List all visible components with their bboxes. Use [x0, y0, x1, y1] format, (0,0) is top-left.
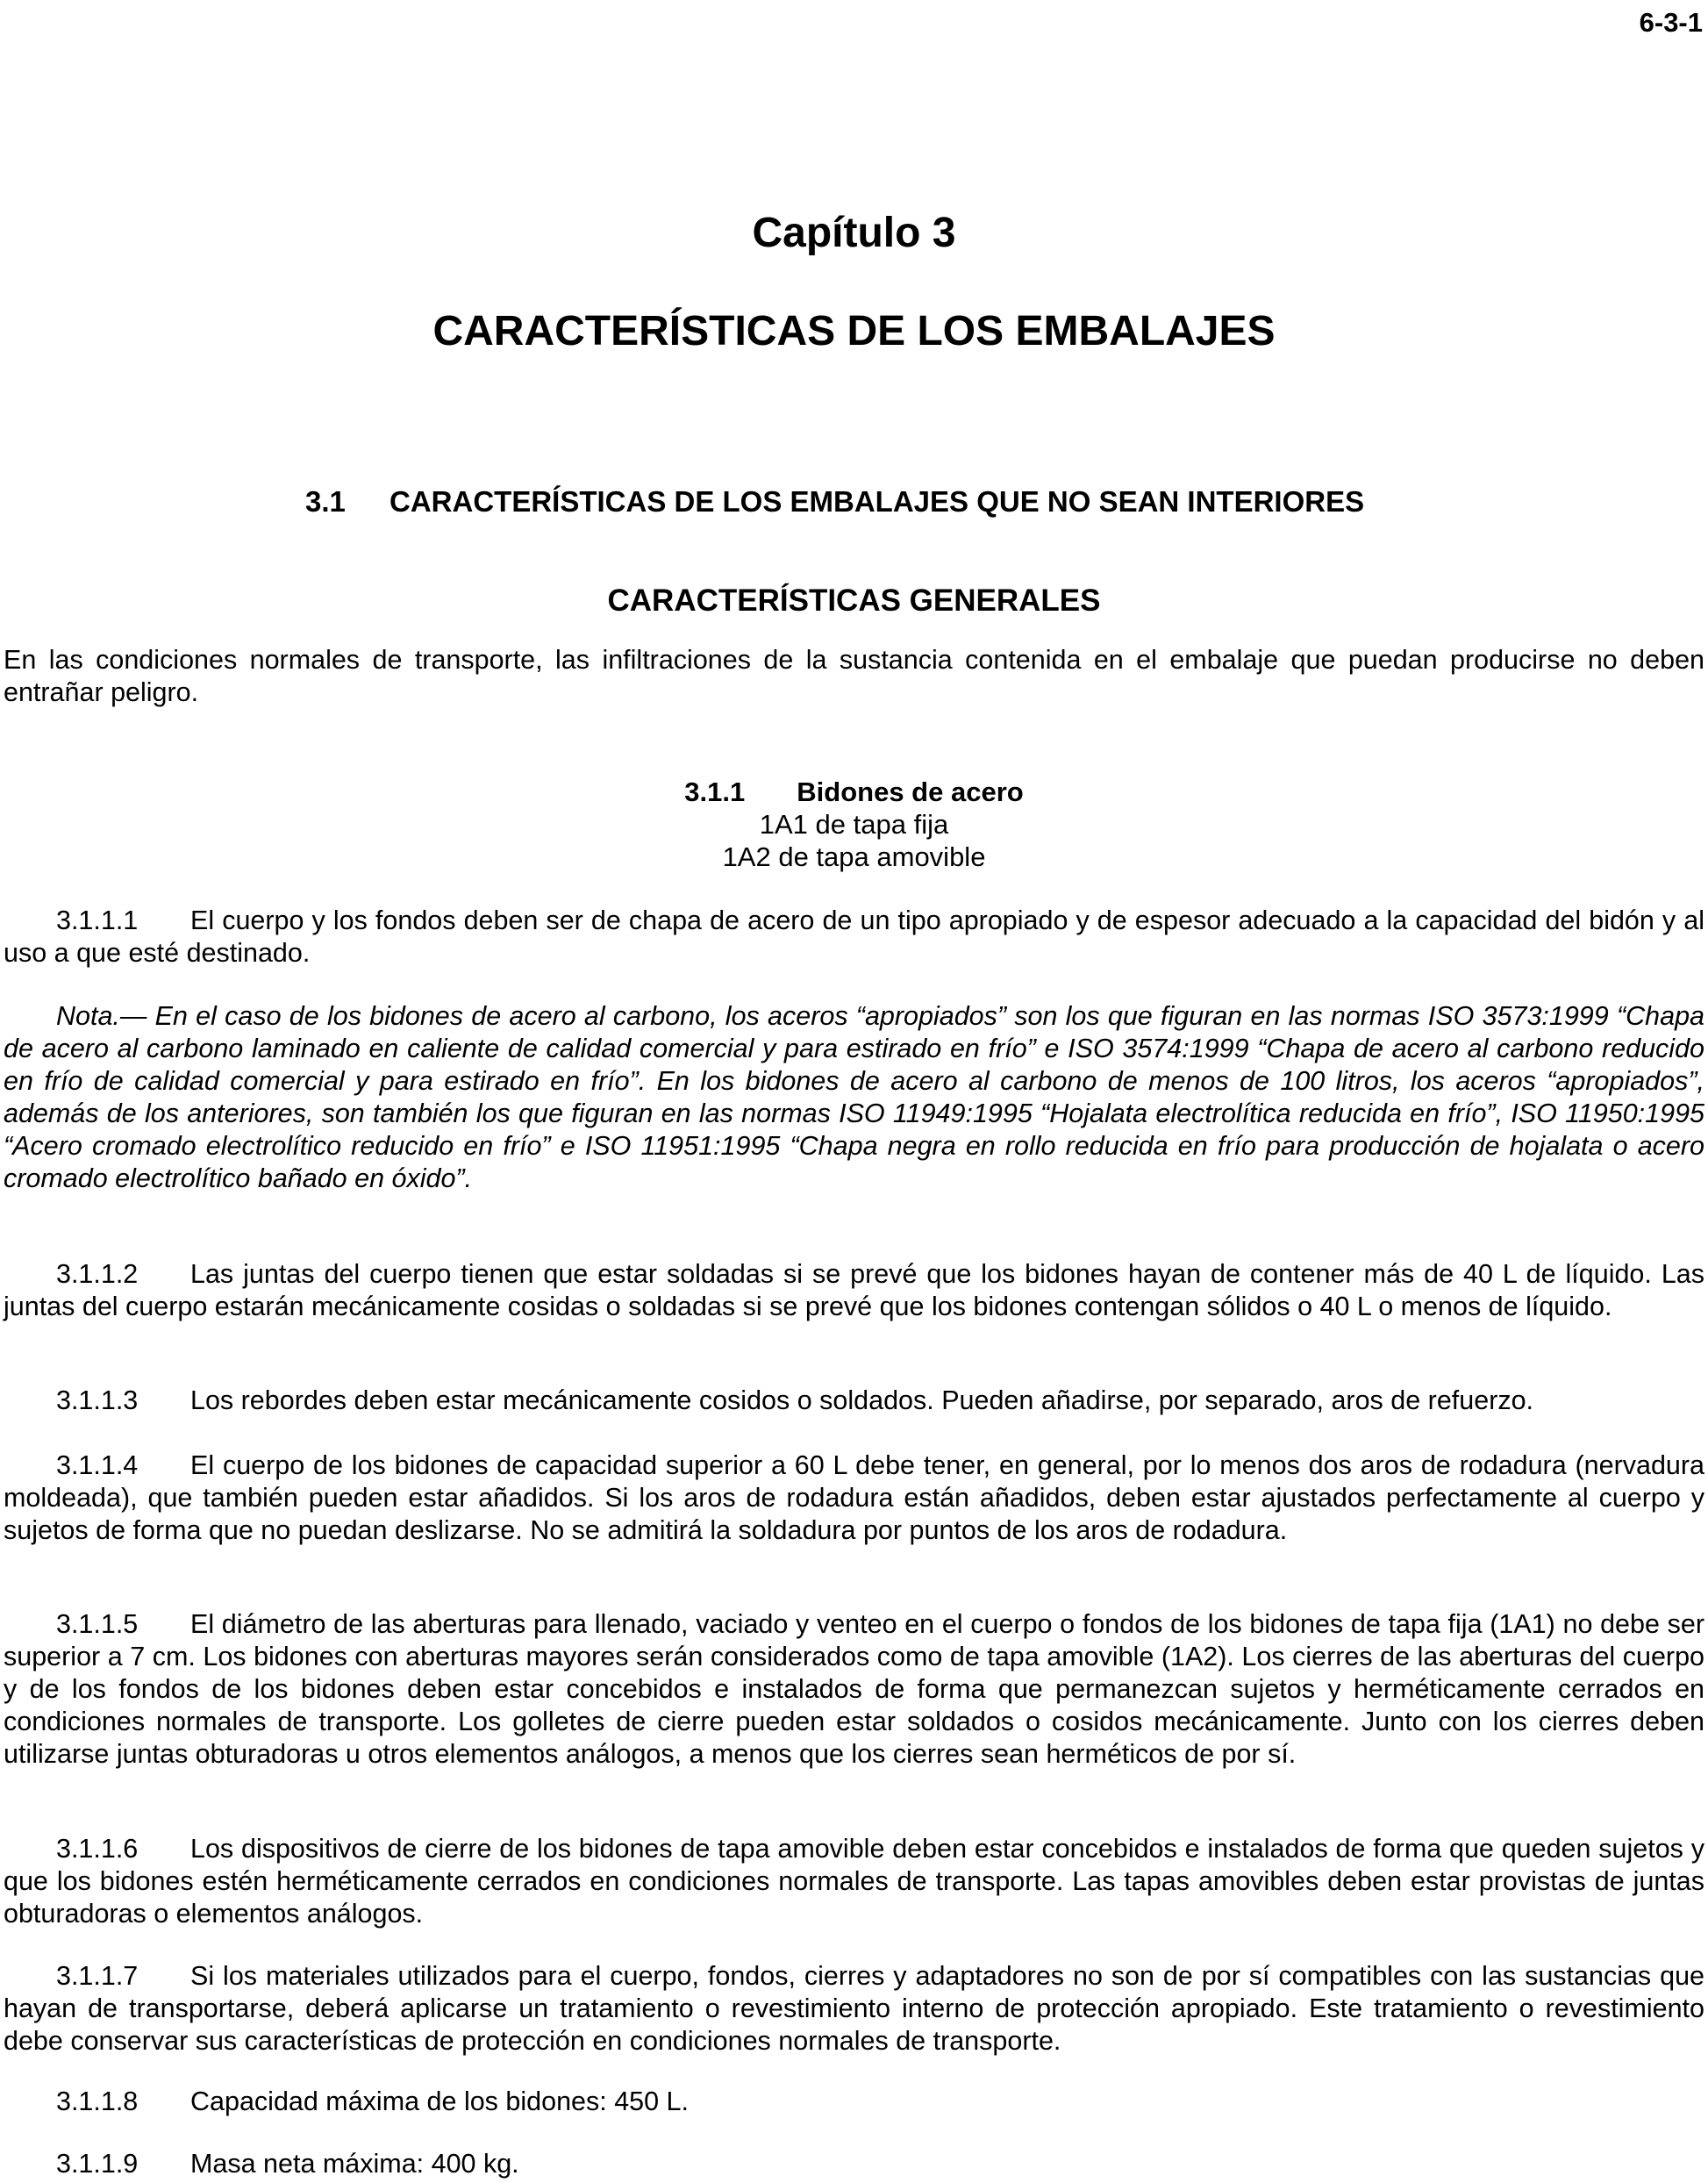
note-label: Nota.— [56, 1001, 147, 1031]
general-characteristics-title: CARACTERÍSTICAS GENERALES [607, 583, 1101, 618]
paragraph-text: Las juntas del cuerpo tienen que estar soldadas si se prevé que los bidones hayan de contener más de 40 L de líquido. Las juntas del cuerpo estarán mecánicamente cosidas o soldadas si se prevé que los bidones contengan sólidos o 40 L o menos de líquido. [4, 1259, 1704, 1321]
general-characteristics-text: En las condiciones normales de transporte, las infiltraciones de la sustancia contenida en el embalaje que puedan producirse no deben entrañar peligro. [4, 645, 1704, 707]
subsection-title: Bidones de acero [797, 777, 1024, 807]
paragraph-text: El cuerpo de los bidones de capacidad superior a 60 L debe tener, en general, por lo menos dos aros de rodadura (nervadura moldeada), que también pueden estar añadidos. Si los aros de rodadura están añadidos, deben estar ajustados perfectamente al cuerpo y sujetos de forma que no puedan deslizarse. No se admitirá la soldadura por puntos de los aros de rodadura. [4, 1450, 1704, 1545]
subsection-heading [0, 776, 1708, 873]
paragraph [4, 2086, 1704, 2118]
paragraph-number: 3.1.1.7 [56, 1961, 139, 1991]
paragraph-number: 3.1.1.9 [56, 2149, 139, 2179]
subsection-type-1a1: 1A1 de tapa fija [759, 809, 949, 840]
paragraph-number: 3.1.1.8 [56, 2086, 139, 2116]
paragraph-text: El diámetro de las aberturas para llenado, vaciado y venteo en el cuerpo o fondos de los bidones de tapa fija (1A1) no debe ser superior a 7 cm. Los bidones con aberturas mayores serán considerados como de tapa amovible (1A2). Los cierres de las aberturas del cuerpo y de los fondos de los bidones deben estar concebidos e instalados de forma que permanezcan sujetos y herméticamente cerrados en condiciones normales de transporte. Los golletes de cierre pueden estar soldados o cosidos mecánicamente. Junto con los cierres deben utilizarse juntas obturadoras u otros elementos análogos, a menos que los cierres sean herméticos de por sí. [4, 1609, 1704, 1769]
paragraph [4, 1385, 1704, 1417]
paragraph-number: 3.1.1.1 [56, 905, 139, 935]
paragraph [4, 1258, 1704, 1323]
paragraph [4, 1833, 1704, 1930]
paragraph-text: Si los materiales utilizados para el cuerpo, fondos, cierres y adaptadores no son de por sí compatibles con las sustancias que hayan de transportarse, deberá aplicarse un tratamiento o revestimiento interno de protección apropiado. Este tratamiento o revestimiento debe conservar sus características de protección en condiciones normales de transporte. [4, 1961, 1704, 2056]
chapter-heading: Capítulo 3 [752, 210, 956, 256]
paragraph-number: 3.1.1.5 [56, 1609, 139, 1639]
chapter-title: CARACTERÍSTICAS DE LOS EMBALAJES [432, 308, 1276, 354]
paragraph-text: Capacidad máxima de los bidones: 450 L. [190, 2086, 689, 2116]
paragraph [4, 1960, 1704, 2058]
paragraph-number: 3.1.1.3 [56, 1385, 139, 1415]
paragraph-number: 3.1.1.4 [56, 1450, 139, 1480]
page-number: 6-3-1 [1639, 7, 1703, 38]
subsection-type-1a2: 1A2 de tapa amovible [722, 841, 986, 872]
paragraph [4, 1608, 1704, 1771]
section-title: CARACTERÍSTICAS DE LOS EMBALAJES QUE NO SEAN INTERIORES [389, 485, 1365, 518]
paragraph-number: 3.1.1.6 [56, 1834, 139, 1864]
paragraph [4, 905, 1704, 970]
paragraph-text: El cuerpo y los fondos deben ser de chapa de acero de un tipo apropiado y de espesor adecuado a la capacidad del bidón y al uso a que esté destinado. [4, 905, 1704, 968]
paragraph-text: Masa neta máxima: 400 kg. [190, 2149, 519, 2179]
subsection-title-line [0, 776, 1708, 808]
paragraph [4, 2148, 1704, 2180]
note-text: En el caso de los bidones de acero al carbono, los aceros “apropiados” son los que figuran en las normas ISO 3573:1999 “Chapa de acero al carbono laminado en caliente de calidad comercial y para estirado en frío” e ISO 3574:1999 “Chapa de acero al carbono reducido en frío de calidad comercial y para estirado en frío”. En los bidones de acero al carbono de menos de 100 litros, los aceros “apropiados”, además de los anteriores, son también los que figuran en las normas ISO 11949:1995 “Hojalata electrolítica reducida en frío”, ISO 11950:1995 “Acero cromado electrolítico reducido en frío” e ISO 11951:1995 “Chapa negra en rollo reducida en frío para producción de hojalata o acero cromado electrolítico bañado en óxido”. [4, 1001, 1704, 1193]
note [4, 1000, 1704, 1195]
paragraph-number: 3.1.1.2 [56, 1259, 139, 1289]
subsection-number: 3.1.1 [684, 777, 746, 807]
paragraph-text: Los dispositivos de cierre de los bidones de tapa amovible deben estar concebidos e instalados de forma que queden sujetos y que los bidones estén herméticamente cerrados en condiciones normales de transporte. Las tapas amovibles deben estar provistas de juntas obturadoras o elementos análogos. [4, 1834, 1704, 1929]
paragraph-text: Los rebordes deben estar mecánicamente cosidos o soldados. Pueden añadirse, por separado, aros de refuerzo. [190, 1385, 1534, 1415]
section-number: 3.1 [305, 485, 346, 518]
section-heading [305, 485, 1364, 519]
paragraph [4, 1449, 1704, 1547]
